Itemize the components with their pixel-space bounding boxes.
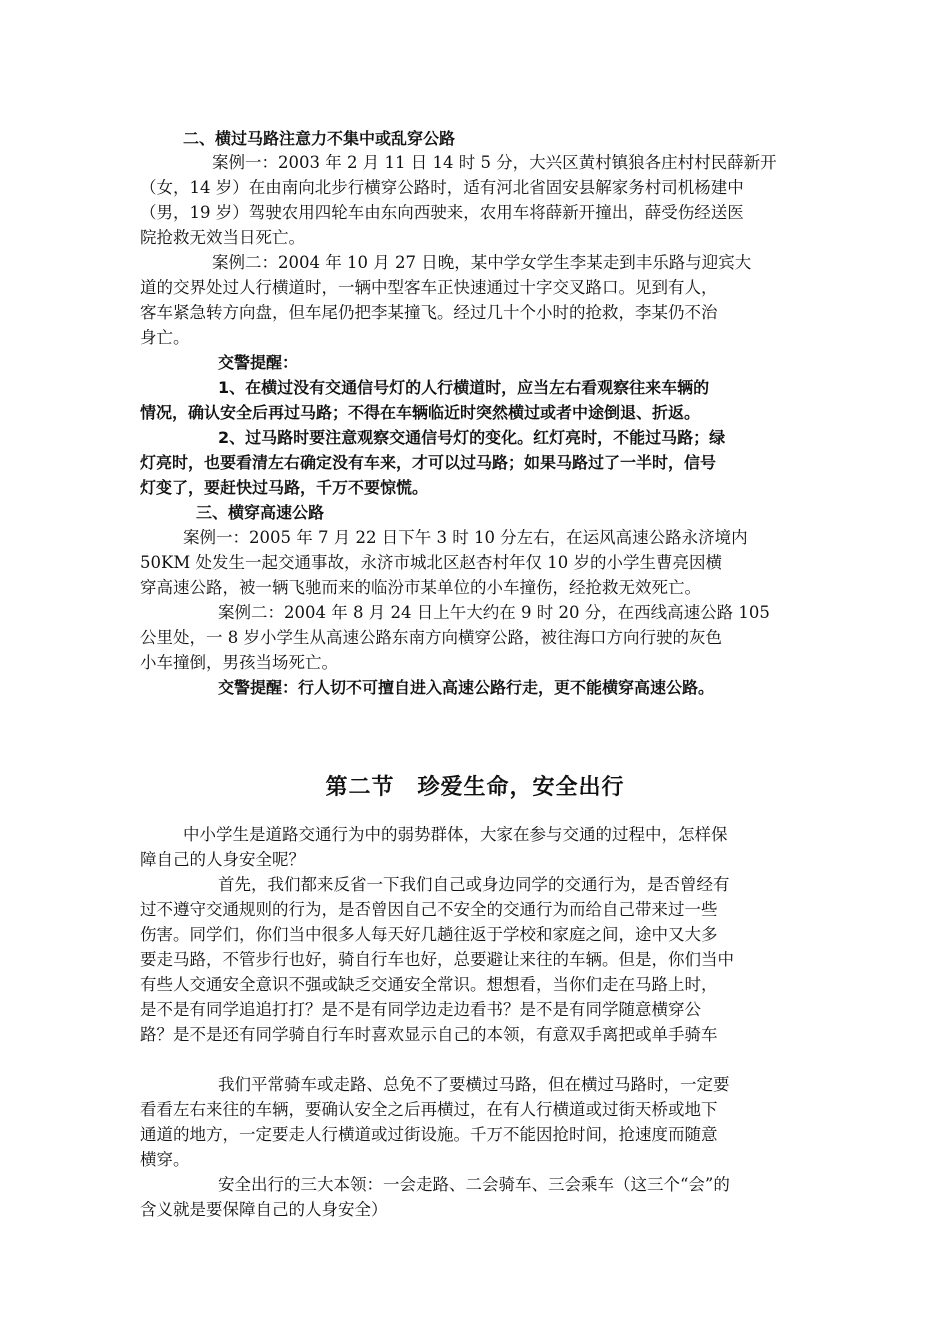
tip2-line-3: 灯变了，要赶快过马路，千万不要惊慌。	[140, 478, 429, 497]
case1-line-1: 案例一：2003 年 2 月 11 日 14 时 5 分，大兴区黄村镇狼各庄村村民薛新开	[212, 153, 777, 172]
case1-line-3: （男，19 岁）驾驶农用四轮车由东向西驶来，农用车将薛新开撞出，薛受伤经送医	[140, 203, 744, 222]
crossing-line-3: 通道的地方，一定要走人行横道或过街设施。千万不能因抢时间，抢速度而随意	[140, 1125, 718, 1144]
case3-line-1: 案例一：2005 年 7 月 22 日下午 3 时 10 分左右，在运风高速公路永济境内	[183, 528, 748, 547]
first-line-2: 过不遵守交通规则的行为，是否曾因自己不安全的交通行为而给自己带来过一些	[140, 900, 718, 919]
first-line-5: 有些人交通安全意识不强或缺乏交通安全常识。想想看，当你们走在马路上时，	[140, 975, 718, 994]
section-3-title: 三、横穿高速公路	[196, 503, 325, 522]
crossing-line-4: 横穿。	[140, 1150, 190, 1169]
highway-tip: 交警提醒：行人切不可擅自进入高速公路行走，更不能横穿高速公路。	[218, 678, 715, 697]
chapter-heading: 第二节 珍爱生命，安全出行	[325, 775, 625, 800]
case1-line-2: （女，14 岁）在由南向北步行横穿公路时，适有河北省固安县解家务村司机杨建中	[140, 178, 744, 197]
tip1-line-2: 情况，确认安全后再过马路；不得在车辆临近时突然横过或者中途倒退、折返。	[140, 403, 701, 422]
case2-line-3: 客车紧急转方向盘，但车尾仍把李某撞飞。经过几十个小时的抢救，李某仍不治	[140, 303, 718, 322]
case1-line-4: 院抢救无效当日死亡。	[140, 228, 305, 247]
case2-line-1: 案例二：2004 年 10 月 27 日晚，某中学女学生李某走到丰乐路与迎宾大	[212, 253, 752, 272]
first-line-7: 路？是不是还有同学骑自行车时喜欢显示自己的本领，有意双手离把或单手骑车	[140, 1025, 718, 1044]
first-line-4: 要走马路，不管步行也好，骑自行车也好，总要避让来往的车辆。但是，你们当中	[140, 950, 734, 969]
case3-line-3: 穿高速公路，被一辆飞驰而来的临汾市某单位的小车撞伤，经抢救无效死亡。	[140, 578, 701, 597]
first-line-3: 伤害。同学们，你们当中很多人每天好几趟往返于学校和家庭之间，途中又大多	[140, 925, 718, 944]
police-tip-title: 交警提醒：	[218, 353, 299, 372]
case3-line-2: 50KM 处发生一起交通事故，永济市城北区赵杏村年仅 10 岁的小学生曹亮因横	[140, 553, 722, 572]
case4-line-3: 小车撞倒，男孩当场死亡。	[140, 653, 338, 672]
case2-line-2: 道的交界处过人行横道时，一辆中型客车正快速通过十字交叉路口。见到有人，	[140, 278, 718, 297]
crossing-line-2: 看看左右来往的车辆，要确认安全之后再横过，在有人行横道或过街天桥或地下	[140, 1100, 718, 1119]
crossing-line-1: 我们平常骑车或走路、总免不了要横过马路，但在横过马路时，一定要	[218, 1075, 730, 1094]
tip2-line-2: 灯亮时，也要看清左右确定没有车来，才可以过马路；如果马路过了一半时，信号	[140, 453, 717, 472]
case2-line-4: 身亡。	[140, 328, 190, 347]
first-line-6: 是不是有同学追追打打？是不是有同学边走边看书？是不是有同学随意横穿公	[140, 1000, 701, 1019]
case4-line-2: 公里处，一 8 岁小学生从高速公路东南方向横穿公路，被往海口方向行驶的灰色	[140, 628, 722, 647]
case4-line-1: 案例二：2004 年 8 月 24 日上午大约在 9 时 20 分，在西线高速公路 105	[218, 603, 770, 622]
three-skills-line-1: 安全出行的三大本领：一会走路、二会骑车、三会乘车（这三个“会”的	[218, 1175, 730, 1194]
tip2-line-1: 2、过马路时要注意观察交通信号灯的变化。红灯亮时，不能过马路；绿	[218, 428, 726, 447]
intro-line-2: 障自己的人身安全呢？	[140, 850, 305, 869]
three-skills-line-2: 含义就是要保障自己的人身安全）	[140, 1200, 388, 1219]
section-2-title: 二、横过马路注意力不集中或乱穿公路	[183, 129, 456, 148]
tip1-line-1: 1、在横过没有交通信号灯的人行横道时，应当左右看观察往来车辆的	[218, 378, 710, 397]
first-line-1: 首先，我们都来反省一下我们自己或身边同学的交通行为，是否曾经有	[218, 875, 730, 894]
intro-line-1: 中小学生是道路交通行为中的弱势群体，大家在参与交通的过程中，怎样保	[183, 825, 728, 844]
